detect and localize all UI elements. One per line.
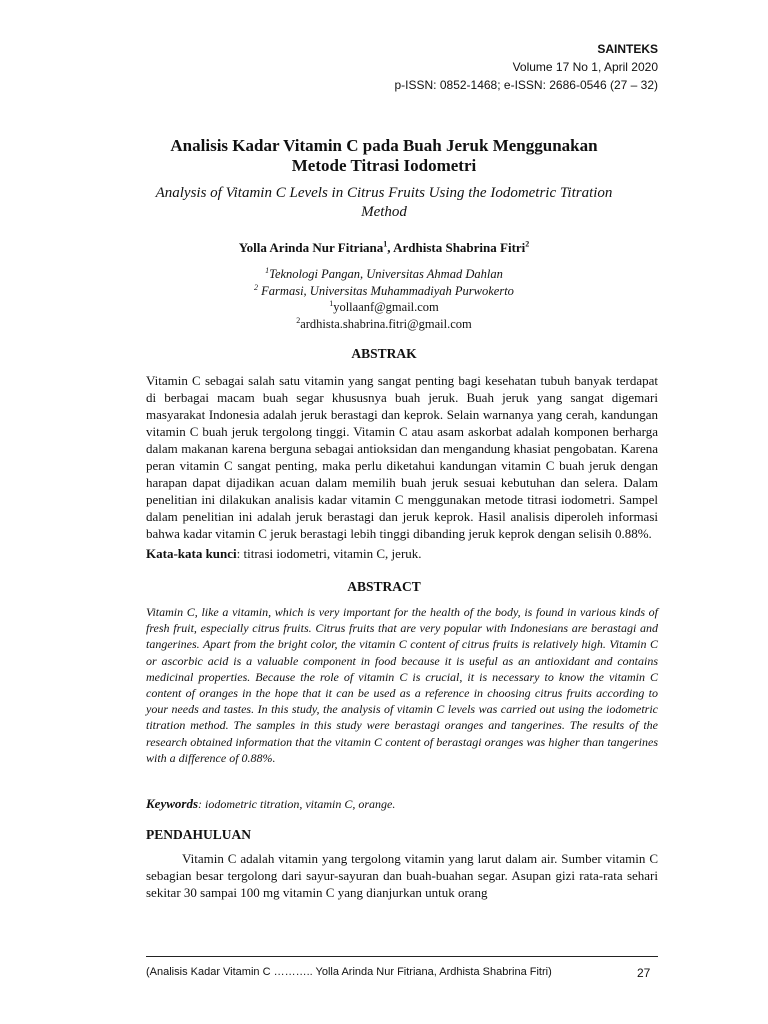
abstrak-body: Vitamin C sebagai salah satu vitamin yang sangat penting bagi kesehatan tubuh banyak terdapat di berbagai macam buah segar khususnya buah jeruk. Buah jeruk yang sangat digemari masyarakat Indonesia adalah jeruk berastagi dan keprok. Selain warnanya yang cerah, kandungan vitamin C buah jeruk tergolong tinggi. Vitamin C atau asam askorbat adalah komponen berharga dalam makanan karena berguna sebagai antioksidan dan mengandung khasiat pengobatan. Karena peran vitamin C sangat penting, maka perlu diketahui kandungan vitamin C buah jeruk dengan harapan dapat dijadikan acuan dalam memilih buah jeruk sesuai kebutuhan dan selera. Dalam penelitian ini dilakukan analisis kadar vitamin C menggunakan metode titrasi iodometri. Sampel dalam penelitian ini adalah jeruk berastagi dan jeruk keprok. Hasil analisis diperoleh informasi bahwa kadar vitamin C jeruk berastagi lebih tinggi dibanding jeruk keprok dengan selisih 0.88%. [146,373,658,541]
pendahuluan-heading: PENDAHULUAN [146,827,252,842]
affiliation-sup: 1 [265,265,270,275]
footer-running-title: (Analisis Kadar Vitamin C ……….. Yolla Arinda Nur Fitriana, Ardhista Shabrina Fitri) [146,966,552,978]
paper-title: Analisis Kadar Vitamin C pada Buah Jeruk Menggunakan Metode Titrasi Iodometri [170,136,598,175]
author-sup: 2 [525,239,530,249]
keywords [146,796,395,812]
abstrak-heading: ABSTRAK [351,346,417,361]
affiliation [146,283,622,300]
affiliation [146,266,622,283]
journal-name: SAINTEKS [597,42,658,56]
kata-kunci-values: : titrasi iodometri, vitamin C, jeruk. [236,546,422,561]
journal-header [395,40,659,94]
affiliation-text: Teknologi Pangan, Universitas Ahmad Dahlan [269,267,503,281]
author-list [146,240,622,256]
email-text[interactable]: yollaanf@gmail.com [333,300,439,314]
author-sup: 1 [383,239,388,249]
keywords-label: Keywords [146,796,198,811]
author-separator: , [387,240,394,255]
author-email [146,316,622,333]
email-sup: 2 [296,315,301,325]
paper-title-english: Analysis of Vitamin C Levels in Citrus Fruits Using the Iodometric Titration Method [155,185,613,220]
journal-volume: Volume 17 No 1, April 2020 [512,60,658,74]
email-text[interactable]: ardhista.shabrina.fitri@gmail.com [300,317,472,331]
abstract-body: Vitamin C, like a vitamin, which is very important for the health of the body, is found in various kinds of fresh fruit, especially citrus fruits. Citrus fruits that are very popular with Indonesians are berastagi and tangerines. Apart from the bright color, the vitamin C content of citrus fruits is relatively high. Vitamin C or ascorbic acid is a valuable component in food because it is useful as an antioxidant and contains medicinal properties. Because the role of vitamin C is crucial, it is necessary to know the vitamin C content of oranges in the hope that it can be used as a reference in choosing citrus fruits according to your needs and tastes. In this study, the analysis of vitamin C levels was carried out using the iodometric titration method. The samples in this study were berastagi oranges and tangerines. The results of the research obtained information that the vitamin C content of berastagi oranges was higher than tangerines with a difference of 0.88%. [146,605,658,765]
footer-divider [146,956,658,957]
pendahuluan-body: Vitamin C adalah vitamin yang tergolong vitamin yang larut dalam air. Sumber vitamin C sebagian besar tergolong dari sayur-sayuran dan buah-buahan segar. Asupan gizi rata-rata sehari sekitar 30 sampai 100 mg vitamin C yang dianjurkan untuk orang [146,851,658,900]
page-number: 27 [637,966,651,980]
kata-kunci [146,546,422,562]
email-sup: 1 [329,298,334,308]
affiliation-sup: 2 [254,282,259,292]
journal-issn: p-ISSN: 0852-1468; e-ISSN: 2686-0546 (27 – 32) [394,78,658,92]
author-email [146,299,622,316]
affiliation-text: Farmasi, Universitas Muhammadiyah Purwokerto [258,284,514,298]
abstract-heading: ABSTRACT [347,579,421,594]
kata-kunci-label: Kata-kata kunci [146,546,237,561]
author-name: Yolla Arinda Nur Fitriana [238,240,384,255]
author-name: Ardhista Shabrina Fitri [393,240,526,255]
keywords-values: : iodometric titration, vitamin C, orange. [198,797,396,811]
